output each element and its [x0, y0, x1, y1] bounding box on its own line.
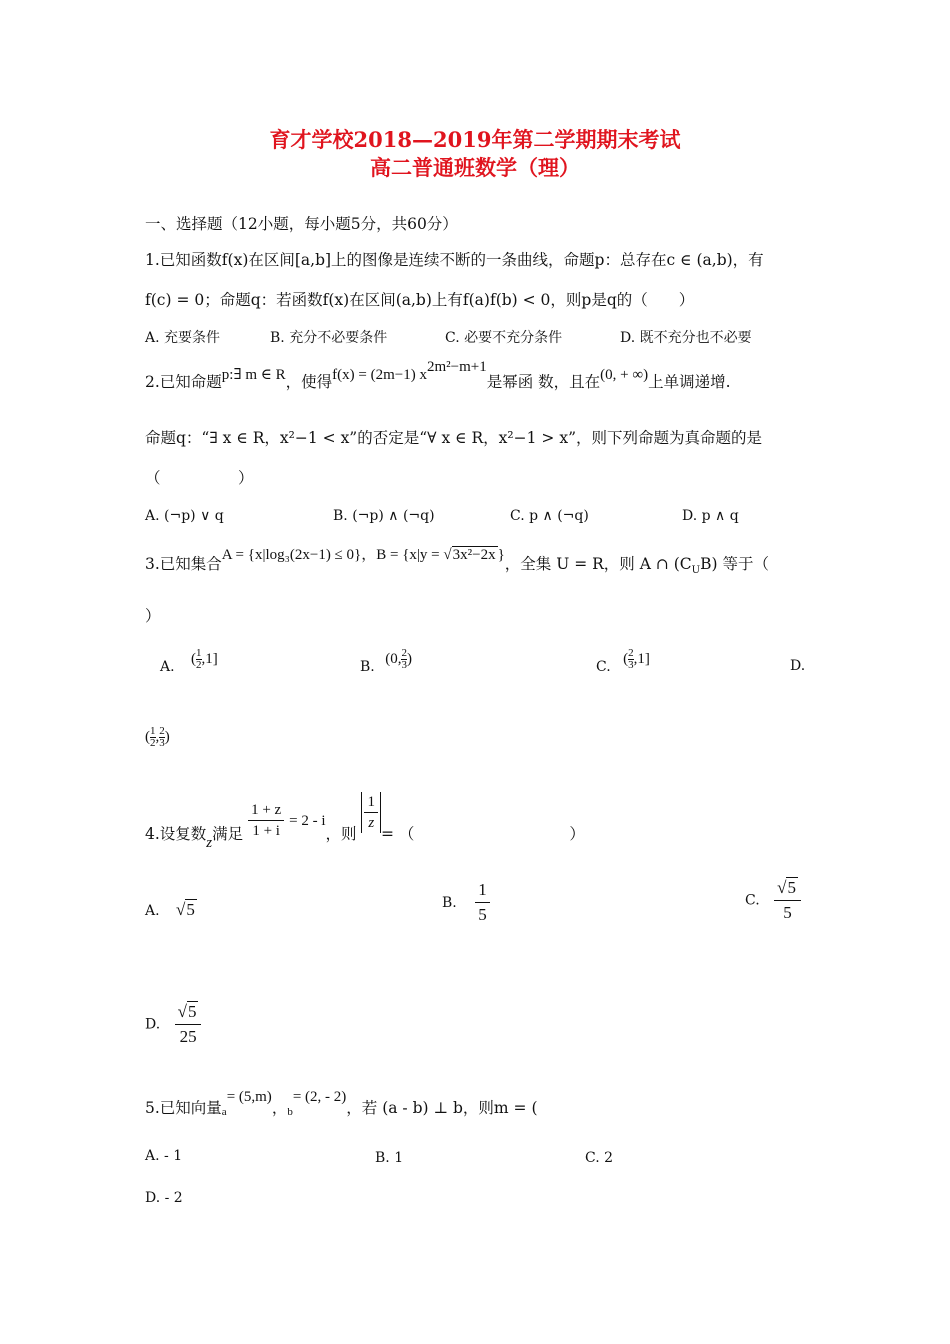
q2-option-c: C. p ∧ (¬q) [510, 508, 589, 524]
page-title-line1: 育才学校2018—2019年第二学期期末考试 [269, 127, 681, 152]
q1-option-a: A. 充要条件 [145, 330, 221, 346]
q4-option-b: B. $\frac{1}{5}$ [442, 878, 490, 927]
q3-option-d-label: D. [790, 658, 806, 674]
q4-option-d: D. $\frac{√5}{25}$ [145, 1000, 201, 1049]
q3-option-a: A. ( $\frac{1}{2}$ ,1] [160, 647, 218, 675]
q5-option-c: C. 2 [585, 1150, 614, 1166]
q2-interval: (0, + ∞) [600, 367, 649, 383]
q3-close-paren: ） [145, 607, 161, 625]
q4-fraction: $\frac{1 + z}{1 + i}$ [248, 800, 284, 841]
q3-set-b-radicand: 3x²−2x [452, 547, 496, 563]
q2-option-d: D. p ∧ q [682, 508, 739, 524]
q3-set-a: A = {x|log₃(2x−1) ≤ 0} [221, 547, 362, 563]
q2-tail: 是幂函 数，且在 [486, 373, 601, 391]
q3-option-c: C. ( $\frac{2}{3}$ ,1] [596, 647, 650, 675]
q1-line1: 1.已知函数f(x)在区间[a,b]上的图像是连续不断的一条曲线，命题p：总存在c ∈ (a,b)，有 [145, 251, 764, 269]
q1-option-b: B. 充分不必要条件 [270, 330, 388, 346]
q1-line2: f(c) = 0；命题q：若函数f(x)在区间(a,b)上有f(a)f(b) < 0，则p是q的（ ） [145, 291, 695, 309]
q1-option-d: D. 既不充分也不必要 [620, 330, 752, 346]
q2-option-a: A. (¬p) ∨ q [145, 508, 224, 524]
q3-line1: 3.已知集合A = {x|log₃(2x−1) ≤ 0}，B = {x|y = √3x²−2x }，全集 U = R，则 A ∩ $(C_UB)$ 等于（ [145, 547, 769, 577]
section-heading: 一、选择题（12小题，每小题5分，共60分） [145, 215, 458, 233]
q5-option-d: D. - 2 [145, 1190, 183, 1206]
q1-option-c: C. 必要不充分条件 [445, 330, 563, 346]
q4-option-a: A. √5 [145, 900, 195, 919]
q3-set-b-post: } [497, 547, 505, 563]
q5-vector-a: a [221, 1106, 227, 1118]
q2-option-b: B. (¬p) ∧ (¬q) [333, 508, 435, 524]
page-title-line2: 高二普通班数学（理） [370, 155, 580, 180]
q2-func: f(x) = (2m−1) x [332, 367, 427, 383]
q3-universe-sub: U [691, 565, 701, 577]
q5-option-a: A. - 1 [145, 1148, 183, 1164]
q2-exponent: 2m²−m+1 [426, 358, 487, 375]
q2-line3: （ ） [145, 469, 254, 487]
q3-universe: ，全集 U = R，则 A ∩ (C [504, 555, 692, 573]
q3-option-d-value: ( $\frac{1}{2}$ , $\frac{2}{3}$ ) [145, 725, 170, 749]
q4-option-c: C. $\frac{√5}{5}$ [745, 876, 801, 925]
q5-vector-b: b [287, 1106, 293, 1118]
q4-abs-value: $\frac{1}{z}$ [361, 792, 381, 833]
q2-p-def: p:∃ m ∈ R [221, 367, 286, 383]
q2-line2: 命题q：“∃ x ∈ R，x²−1 < x”的否定是“∀ x ∈ R，x²−1 > x”，则下列命题为真命题的是 [145, 429, 762, 447]
q2-tail2: 上单调递增. [648, 373, 731, 391]
q5-option-b: B. 1 [375, 1150, 404, 1166]
q2-mid: ，使得 [285, 373, 333, 391]
q2-prefix: 2.已知命题 [145, 373, 222, 391]
q3-option-b: B. (0, $\frac{2}{3}$ ) [360, 647, 412, 675]
q3-prefix: 3.已知集合 [145, 555, 222, 573]
q4-line1: 4.设复数z满足 $\frac{1 + z}{1 + i}$ = 2 - i，则 $\frac{1}{z}$ = （ ） [145, 794, 585, 851]
q3-set-b-pre: ，B = {x|y = [361, 547, 444, 563]
q5-line1: 5.已知向量a= (5,m)，b= (2, - 2)，若 (a - b) ⊥ b，则m = ( [145, 1089, 538, 1118]
q3-universe-post: B) 等于（ [700, 555, 769, 573]
q2-line1 [145, 358, 731, 393]
